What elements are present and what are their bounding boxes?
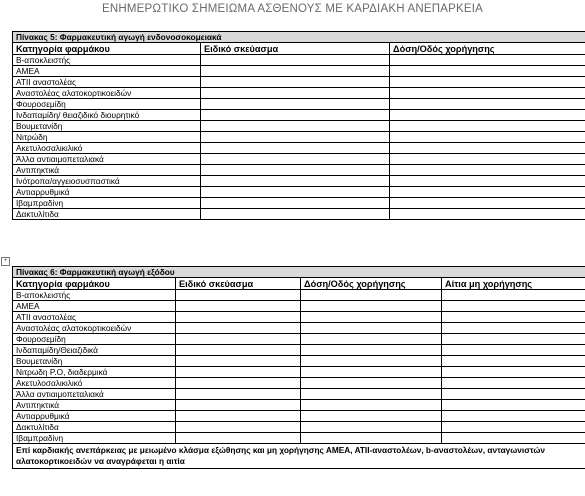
entry-cell[interactable] — [201, 99, 390, 110]
table-note-row — [13, 444, 585, 469]
table-row — [13, 198, 585, 209]
entry-cell[interactable] — [176, 356, 301, 367]
table-row — [13, 187, 585, 198]
drug-category-cell: Άλλα αντιαιμοπεταλιακά — [13, 154, 201, 165]
entry-cell[interactable] — [176, 301, 301, 312]
entry-cell[interactable] — [176, 422, 301, 433]
entry-cell[interactable] — [390, 55, 585, 66]
document-title: ΕΝΗΜΕΡΩΤΙΚΟ ΣΗΜΕΙΩΜΑ ΑΣΘΕΝΟΥΣ ΜΕ ΚΑΡΔΙΑΚΗ ΑΝΕΠΑΡΚΕΙΑ — [102, 3, 483, 15]
entry-cell[interactable] — [442, 411, 585, 422]
entry-cell[interactable] — [201, 198, 390, 209]
entry-cell[interactable] — [301, 334, 442, 345]
entry-cell[interactable] — [176, 400, 301, 411]
drug-category-cell: Αναστολέας αλατοκορτικοειδών — [13, 323, 176, 334]
table-row — [13, 378, 585, 389]
entry-cell[interactable] — [176, 334, 301, 345]
entry-cell[interactable] — [390, 154, 585, 165]
drug-category-cell: Νιτρώδη — [13, 132, 201, 143]
entry-cell[interactable] — [390, 66, 585, 77]
table6-header-category: Κατηγορία φαρμάκου — [13, 278, 176, 290]
entry-cell[interactable] — [442, 334, 585, 345]
entry-cell[interactable] — [201, 88, 390, 99]
entry-cell[interactable] — [201, 55, 390, 66]
table-row — [13, 334, 585, 345]
entry-cell[interactable] — [201, 132, 390, 143]
entry-cell[interactable] — [442, 433, 585, 444]
table-row — [13, 143, 585, 154]
table-row — [13, 345, 585, 356]
entry-cell[interactable] — [201, 165, 390, 176]
entry-cell[interactable] — [176, 367, 301, 378]
drug-category-cell: Αναστολέας αλατοκορτικοειδών — [13, 88, 201, 99]
entry-cell[interactable] — [301, 378, 442, 389]
drug-category-cell: Ινότροπα/αγγειοσυσπαστικά — [13, 176, 201, 187]
drug-category-cell: ΑΜΕΑ — [13, 66, 201, 77]
entry-cell[interactable] — [390, 143, 585, 154]
drug-category-cell: Αντιπηκτικά — [13, 400, 176, 411]
drug-category-cell: Ακετυλοσαλικιλικό — [13, 378, 176, 389]
table-inpatient-medication — [12, 31, 585, 220]
table-row — [13, 400, 585, 411]
entry-cell[interactable] — [390, 165, 585, 176]
table-row — [13, 165, 585, 176]
table-row — [13, 433, 585, 444]
table-row — [13, 66, 585, 77]
entry-cell[interactable] — [176, 411, 301, 422]
entry-cell[interactable] — [390, 209, 585, 220]
table-row — [13, 367, 585, 378]
table6-header-dose: Δόση/Οδός χορήγησης — [301, 278, 442, 290]
entry-cell[interactable] — [390, 121, 585, 132]
entry-cell[interactable] — [390, 198, 585, 209]
drug-category-cell: Ιβαμπραδίνη — [13, 433, 176, 444]
drug-category-cell: ΑΤΙΙ αναστολέας — [13, 77, 201, 88]
entry-cell[interactable] — [301, 301, 442, 312]
drug-category-cell: Β-αποκλειστής — [13, 55, 201, 66]
entry-cell[interactable] — [442, 389, 585, 400]
entry-cell[interactable] — [390, 88, 585, 99]
table5-caption: Πίνακας 5: Φαρμακευτική αγωγή ενδονοσοκομειακά — [13, 32, 585, 43]
entry-cell[interactable] — [201, 66, 390, 77]
drug-category-cell: Ινδαπαμίδη/Θειαζιδικά — [13, 345, 176, 356]
table5-header-product: Ειδικό σκεύασμα — [201, 43, 390, 55]
table-row — [13, 110, 585, 121]
entry-cell[interactable] — [442, 367, 585, 378]
drug-category-cell: Άλλα αντιαιμοπεταλιακά — [13, 389, 176, 400]
entry-cell[interactable] — [201, 143, 390, 154]
drug-category-cell: Βουμετανίδη — [13, 356, 176, 367]
entry-cell[interactable] — [301, 367, 442, 378]
drug-category-cell: Ιβαμπραδίνη — [13, 198, 201, 209]
entry-cell[interactable] — [176, 323, 301, 334]
drug-category-cell: Βουμετανίδη — [13, 121, 201, 132]
drug-category-cell: Φουροσεμίδη — [13, 99, 201, 110]
table-row — [13, 88, 585, 99]
drug-category-cell: ΑΤΙΙ αναστολέας — [13, 312, 176, 323]
entry-cell[interactable] — [301, 400, 442, 411]
table-row — [13, 77, 585, 88]
entry-cell[interactable] — [301, 290, 442, 301]
entry-cell[interactable] — [390, 99, 585, 110]
entry-cell[interactable] — [390, 110, 585, 121]
entry-cell[interactable] — [442, 345, 585, 356]
table-row — [13, 356, 585, 367]
table-row — [13, 176, 585, 187]
table-row — [13, 389, 585, 400]
entry-cell[interactable] — [442, 400, 585, 411]
entry-cell[interactable] — [176, 378, 301, 389]
drug-category-cell: Αντιαρρυθμικά — [13, 411, 176, 422]
drug-category-cell: Β-αποκλειστής — [13, 290, 176, 301]
table-row — [13, 323, 585, 334]
table-row — [13, 290, 585, 301]
entry-cell[interactable] — [301, 312, 442, 323]
entry-cell[interactable] — [442, 301, 585, 312]
table5-header-dose: Δόση/Οδός χορήγησης — [390, 43, 585, 55]
entry-cell[interactable] — [390, 132, 585, 143]
entry-cell[interactable] — [442, 323, 585, 334]
table-row — [13, 411, 585, 422]
entry-cell[interactable] — [301, 356, 442, 367]
move-handle-icon[interactable]: + — [1, 257, 10, 266]
entry-cell[interactable] — [442, 312, 585, 323]
table-discharge-medication — [12, 266, 585, 469]
drug-category-cell: Ινδαπαμίδη/ θειαζιδικό διουρητικό — [13, 110, 201, 121]
entry-cell[interactable] — [176, 312, 301, 323]
entry-cell[interactable] — [176, 290, 301, 301]
entry-cell[interactable] — [301, 411, 442, 422]
table-row — [13, 312, 585, 323]
drug-category-cell: Φουροσεμίδη — [13, 334, 176, 345]
table-row — [13, 99, 585, 110]
table5-header-category: Κατηγορία φαρμάκου — [13, 43, 201, 55]
entry-cell[interactable] — [201, 154, 390, 165]
entry-cell[interactable] — [201, 176, 390, 187]
entry-cell[interactable] — [301, 323, 442, 334]
table6-caption: Πίνακας 6: Φαρμακευτική αγωγή εξόδου — [13, 267, 585, 278]
entry-cell[interactable] — [201, 110, 390, 121]
table6-header-reason: Αίτια μη χορήγησης — [442, 278, 585, 290]
entry-cell[interactable] — [442, 356, 585, 367]
entry-cell[interactable] — [176, 389, 301, 400]
drug-category-cell: Δακτυλίτιδα — [13, 209, 201, 220]
entry-cell[interactable] — [176, 345, 301, 356]
drug-category-cell: Ακετυλοσαλικιλικό — [13, 143, 201, 154]
drug-category-cell: Νιτρωδη P.O, διαδερμικά — [13, 367, 176, 378]
entry-cell[interactable] — [201, 121, 390, 132]
table-row — [13, 301, 585, 312]
entry-cell[interactable] — [442, 422, 585, 433]
entry-cell[interactable] — [390, 187, 585, 198]
entry-cell[interactable] — [201, 77, 390, 88]
entry-cell[interactable] — [301, 433, 442, 444]
table-row — [13, 55, 585, 66]
entry-cell[interactable] — [301, 389, 442, 400]
drug-category-cell: Αντιαρρυθμικά — [13, 187, 201, 198]
entry-cell[interactable] — [390, 176, 585, 187]
table-row — [13, 132, 585, 143]
entry-cell[interactable] — [176, 433, 301, 444]
entry-cell[interactable] — [201, 209, 390, 220]
table6-note: Επί καρδιακής ανεπάρκειας με μειωμένο κλάσμα εξώθησης και μη χορήγησης ΑΜΕΑ, ΑΤΙΙ-αναστολέων, b-αναστολέων, ανταγωνιστών αλατοκορτικοειδών να αναγράφεται η αιτία — [13, 444, 585, 469]
table-row — [13, 209, 585, 220]
entry-cell[interactable] — [390, 77, 585, 88]
drug-category-cell: ΑΜΕΑ — [13, 301, 176, 312]
entry-cell[interactable] — [301, 422, 442, 433]
drug-category-cell: Δακτυλίτιδα — [13, 422, 176, 433]
entry-cell[interactable] — [201, 187, 390, 198]
entry-cell[interactable] — [301, 345, 442, 356]
table-row — [13, 154, 585, 165]
drug-category-cell: Αντιπηκτικά — [13, 165, 201, 176]
entry-cell[interactable] — [442, 290, 585, 301]
entry-cell[interactable] — [442, 378, 585, 389]
table6-header-product: Ειδικό σκεύασμα — [176, 278, 301, 290]
table-row — [13, 121, 585, 132]
table-row — [13, 422, 585, 433]
